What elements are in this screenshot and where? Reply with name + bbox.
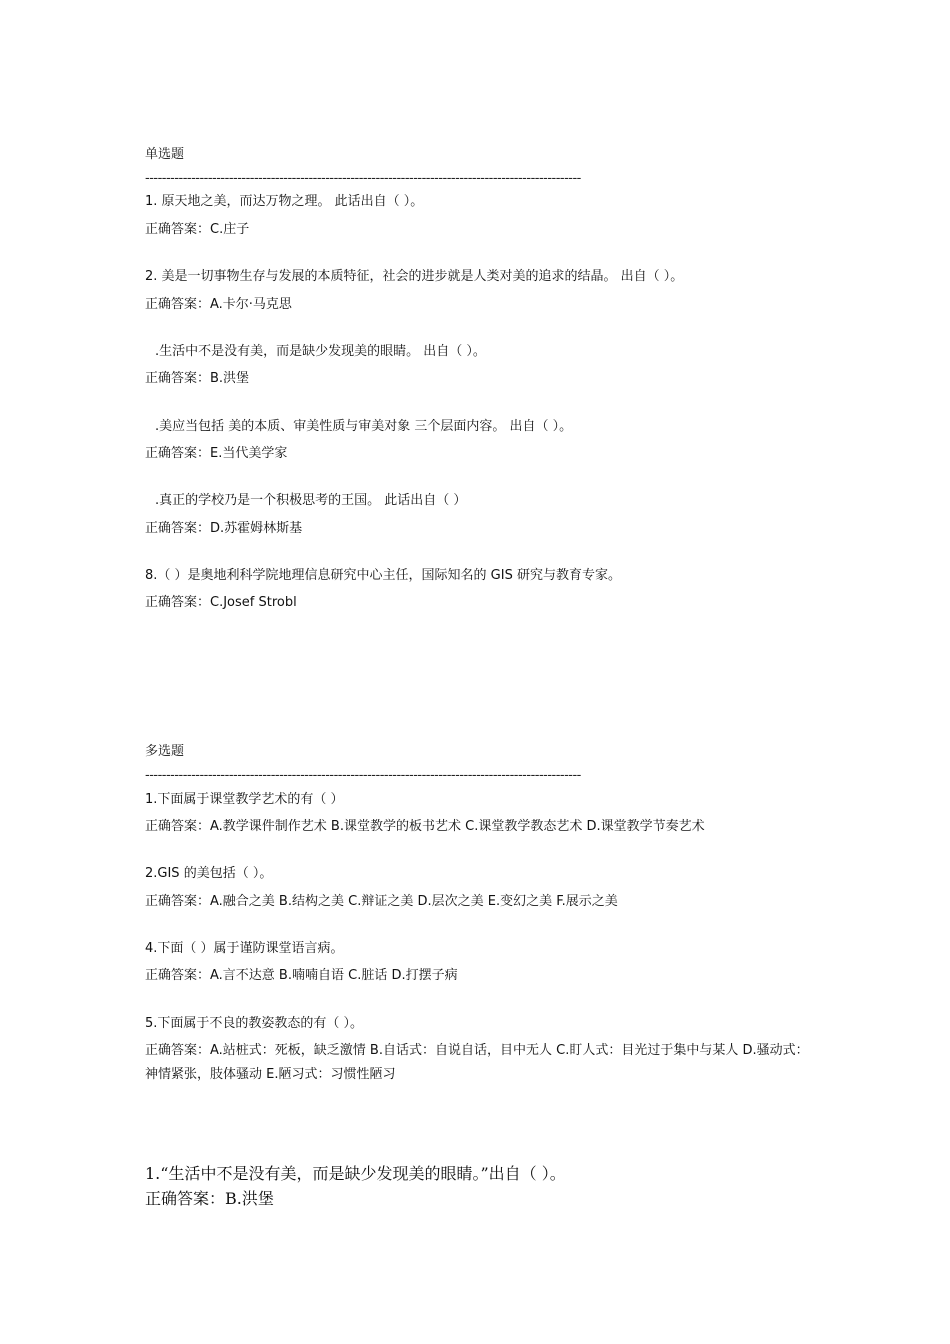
question-text: 5.下面属于不良的教姿教态的有（ ）。: [145, 1016, 364, 1031]
question-text: 4.下面（ ）属于谨防课堂语言病。: [145, 941, 344, 956]
question-text: .真正的学校乃是一个积极思考的王国。 此话出自（ ）: [155, 493, 467, 508]
separator: --------------------------------------------------------------------------------------------------------: [145, 171, 581, 186]
answer-text: 正确答案：C.Josef Strobl: [145, 595, 297, 610]
multiple-choice-heading: 多选题: [145, 744, 185, 759]
separator: --------------------------------------------------------------------------------------------------------: [145, 768, 581, 783]
answer-text: 正确答案：A.教学课件制作艺术 B.课堂教学的板书艺术 C.课堂教学教态艺术 D.课堂教学节奏艺术: [145, 819, 705, 834]
question-text: 2. 美是一切事物生存与发展的本质特征，社会的进步就是人类对美的追求的结晶。 出自（ ）。: [145, 269, 684, 284]
answer-text: 正确答案：A.卡尔·马克思: [145, 297, 292, 312]
answer-text: 正确答案：B.洪堡: [145, 371, 250, 386]
answer-text: 正确答案：A.融合之美 B.结构之美 C.辩证之美 D.层次之美 E.变幻之美 F.展示之美: [145, 894, 618, 909]
question-text: 8.（ ）是奥地利科学院地理信息研究中心主任，国际知名的 GIS 研究与教育专家。: [145, 568, 621, 583]
answer-text: 正确答案：E.当代美学家: [145, 446, 288, 461]
answer-text: 正确答案：A.言不达意 B.喃喃自语 C.脏话 D.打摆子病: [145, 968, 458, 983]
single-choice-heading: 单选题: [145, 147, 185, 162]
answer-text: 正确答案：D.苏霍姆林斯基: [145, 521, 303, 536]
question-text: .美应当包括 美的本质、审美性质与审美对象 三个层面内容。 出自（ ）。: [155, 419, 573, 434]
question-text: 1.“生活中不是没有美，而是缺少发现美的眼睛。”出自（ ）。: [145, 1164, 566, 1183]
answer-text: 正确答案：C.庄子: [145, 222, 250, 237]
question-text: 1.下面属于课堂教学艺术的有（ ）: [145, 792, 344, 807]
question-text: 1. 原天地之美，而达万物之理。 此话出自（ ）。: [145, 194, 424, 209]
question-text: .生活中不是没有美，而是缺少发现美的眼睛。 出自（ ）。: [155, 344, 486, 359]
answer-text: 正确答案：A.站桩式：死板，缺乏激情 B.自话式：自说自话，目中无人 C.盯人式：目光过于集中与某人 D.骚动式：神情紧张，肢体骚动 E.陋习式：习惯性陋习: [145, 1043, 809, 1082]
question-text: 2.GIS 的美包括（ ）。: [145, 866, 273, 881]
answer-text: 正确答案：B.洪堡: [145, 1189, 274, 1208]
